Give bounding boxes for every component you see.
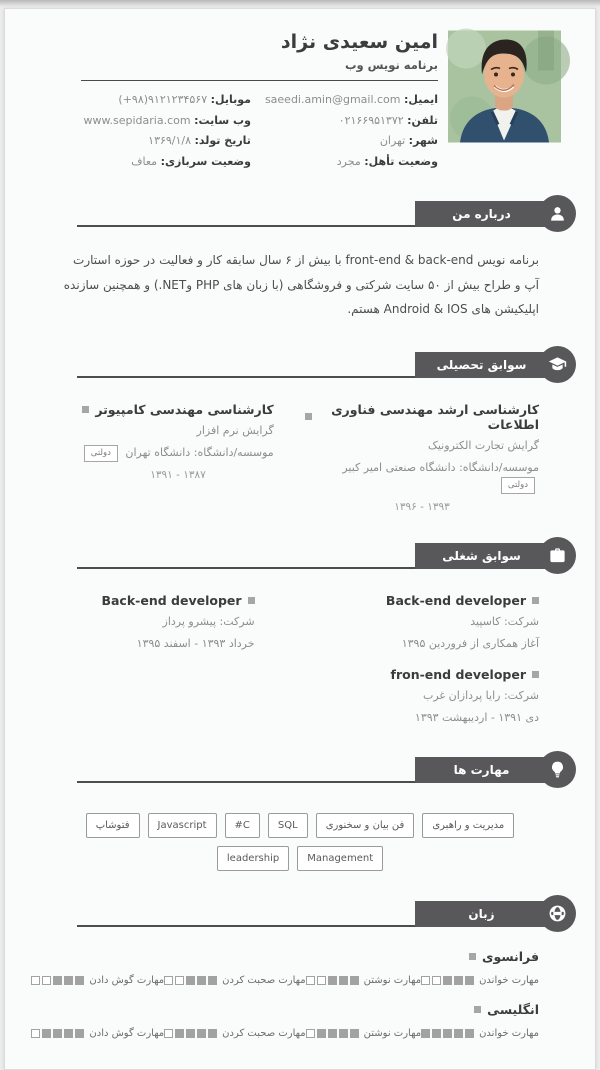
level-square-filled — [443, 1029, 452, 1038]
website-label: وب سایت: — [194, 113, 251, 127]
contact-military-status — [81, 152, 251, 172]
section-education-title: سوابق تحصیلی — [415, 352, 548, 378]
work-role — [386, 593, 539, 608]
section-skills-badge — [539, 751, 576, 788]
square-bullet-icon — [474, 1006, 481, 1013]
contact-grid — [81, 90, 438, 171]
language-name-text: فرانسوی — [482, 948, 539, 964]
company-line — [391, 688, 539, 705]
reading-skill — [421, 1028, 539, 1039]
skill-tag: SQL — [268, 813, 308, 838]
level-square-filled — [454, 976, 463, 985]
level-square-empty — [432, 976, 441, 985]
language-name — [61, 1002, 539, 1017]
skill-tag: فتوشاپ — [86, 813, 140, 838]
website-link[interactable]: www.sepidaria.com — [83, 113, 191, 127]
level-square-empty — [31, 1029, 40, 1038]
skill-label: مهارت خواندن — [479, 1027, 539, 1039]
level-square-empty — [317, 976, 326, 985]
section-languages-badge — [539, 895, 576, 932]
work-period: آغاز همکاری از فروردین ۱۳۹۵ — [401, 637, 539, 651]
skill-tag: مدیریت و راهبری — [422, 813, 514, 838]
section-work — [5, 537, 595, 727]
level-square-filled — [443, 976, 452, 985]
level-square-filled — [339, 976, 348, 985]
section-education-head — [5, 346, 595, 384]
military-status-label: وضعیت سربازی: — [160, 154, 251, 168]
role-text: Back-end developer — [101, 592, 242, 608]
section-education — [5, 346, 595, 513]
company-name: رایا پردازان غرب — [422, 688, 501, 702]
birthdate-label: تاریخ تولد: — [194, 134, 251, 147]
city-label: شهر: — [408, 134, 438, 147]
skill-label: مهارت خواندن — [479, 974, 539, 986]
language-name — [61, 949, 539, 964]
role-text: fron-end developer — [390, 666, 526, 682]
speaking-skill — [164, 975, 305, 986]
work-role — [391, 667, 539, 682]
level-square-filled — [421, 1029, 430, 1038]
level-squares — [31, 976, 84, 985]
work-entry — [101, 593, 254, 653]
work-column-right — [305, 593, 539, 727]
level-square-filled — [75, 1029, 84, 1038]
level-squares — [421, 1029, 474, 1038]
level-squares — [31, 1029, 84, 1038]
contact-city — [265, 131, 438, 151]
degree-title — [305, 402, 539, 432]
level-square-filled — [175, 1029, 184, 1038]
level-square-filled — [339, 1029, 348, 1038]
phone-value: ۰۲۱۶۶۹۵۱۳۷۲ — [338, 113, 404, 127]
work-body — [5, 593, 595, 727]
company-line — [101, 614, 254, 631]
contact-website — [81, 111, 251, 131]
level-square-empty — [175, 976, 184, 985]
header-divider — [81, 80, 438, 81]
military-status-value: معاف — [131, 154, 158, 168]
skill-label: مهارت گوش دادن — [89, 974, 165, 986]
square-bullet-icon — [532, 597, 539, 604]
work-entry — [391, 667, 539, 727]
square-bullet-icon — [248, 597, 255, 604]
section-education-badge — [539, 346, 576, 383]
level-square-empty — [421, 976, 430, 985]
marital-status-label: وضعیت تأهل: — [364, 154, 438, 168]
mobile-label: موبایل: — [210, 93, 251, 106]
section-underline — [77, 925, 415, 927]
language-french — [61, 949, 539, 986]
level-square-empty — [164, 976, 173, 985]
square-bullet-icon — [305, 413, 312, 420]
level-square-filled — [53, 976, 62, 985]
section-underline — [77, 225, 415, 227]
level-square-empty — [42, 976, 51, 985]
level-square-filled — [465, 1029, 474, 1038]
language-name-text: انگلیسی — [487, 1001, 539, 1017]
section-work-badge — [539, 537, 576, 574]
level-squares — [306, 976, 359, 985]
level-square-filled — [64, 1029, 73, 1038]
institution-type-badge: دولتی — [501, 477, 535, 494]
work-period: دی ۱۳۹۱ - اردیبهشت ۱۳۹۳ — [414, 711, 539, 725]
lightbulb-icon — [548, 760, 567, 779]
institution-line — [305, 460, 539, 493]
language-english — [61, 1002, 539, 1039]
degree-title — [82, 402, 273, 417]
section-about-head — [5, 195, 595, 233]
language-skill-row — [61, 1028, 539, 1039]
level-square-filled — [53, 1029, 62, 1038]
reading-skill — [421, 975, 539, 986]
institution-label: موسسه/دانشگاه: — [193, 446, 274, 460]
work-column-left — [61, 593, 295, 727]
section-underline — [77, 376, 415, 378]
degree-text: کارشناسی مهندسی کامپیوتر — [95, 401, 274, 417]
level-square-filled — [465, 976, 474, 985]
level-squares — [164, 1029, 217, 1038]
company-name: پیشرو پرداز — [162, 614, 217, 628]
section-underline — [77, 781, 415, 783]
contact-phone — [265, 111, 438, 131]
skill-label: مهارت نوشتن — [363, 1027, 422, 1039]
briefcase-icon — [548, 546, 567, 565]
level-squares — [306, 1029, 359, 1038]
job-title: برنامه نویس وب — [344, 58, 438, 72]
work-role — [101, 593, 254, 608]
skill-tag: C# — [225, 813, 260, 838]
contact-mobile — [81, 90, 251, 110]
degree-major: گرایش تجارت الکترونیک — [427, 438, 539, 452]
contact-marital-status — [265, 152, 438, 172]
city-value: تهران — [379, 134, 406, 147]
level-square-filled — [328, 1029, 337, 1038]
level-square-empty — [164, 1029, 173, 1038]
work-period: خرداد ۱۳۹۳ - اسفند ۱۳۹۵ — [136, 637, 255, 651]
section-about — [5, 195, 595, 322]
about-body — [5, 248, 595, 322]
institution-type-badge: دولتی — [84, 445, 118, 462]
languages-body — [5, 949, 595, 1039]
level-square-filled — [328, 976, 337, 985]
company-label: شرکت: — [503, 688, 539, 702]
level-square-empty — [31, 976, 40, 985]
square-bullet-icon — [532, 671, 539, 678]
email-label: ایمیل: — [404, 93, 438, 106]
level-square-filled — [350, 976, 359, 985]
education-body — [5, 402, 595, 513]
section-work-head — [5, 537, 595, 575]
skill-tags — [5, 813, 595, 871]
level-squares — [164, 976, 217, 985]
degree-major: گرایش نرم افزار — [196, 423, 274, 437]
level-square-filled — [317, 1029, 326, 1038]
skill-label: مهارت نوشتن — [363, 974, 422, 986]
level-square-empty — [306, 976, 315, 985]
level-square-filled — [208, 976, 217, 985]
section-skills-title: مهارت ها — [415, 757, 548, 783]
person-icon — [548, 204, 567, 223]
email-link[interactable]: saeedi.amin@gmail.com — [264, 93, 401, 106]
section-languages-title: زبان — [415, 901, 548, 927]
level-square-filled — [186, 976, 195, 985]
resume-card — [4, 8, 596, 1070]
phone-label: تلفن: — [407, 113, 438, 127]
skill-tag: leadership — [217, 846, 289, 871]
mobile-value: (+۹۸)۹۱۲۱۲۳۴۵۶۷ — [118, 93, 208, 106]
section-about-badge — [539, 195, 576, 232]
listening-skill — [31, 975, 164, 986]
marital-status-value: مجرد — [336, 154, 361, 168]
skill-tag: Management — [297, 846, 383, 871]
square-bullet-icon — [82, 406, 89, 413]
education-period: ۱۳۸۷ - ۱۳۹۱ — [150, 469, 206, 482]
level-square-filled — [208, 1029, 217, 1038]
company-line — [386, 614, 539, 631]
square-bullet-icon — [469, 953, 476, 960]
graduation-cap-icon — [548, 355, 567, 374]
degree-text: کارشناسی ارشد مهندسی فناوری اطلاعات — [331, 401, 539, 432]
header — [5, 23, 595, 171]
level-square-filled — [197, 976, 206, 985]
skill-tag: فن بیان و سخنوری — [316, 813, 415, 838]
globe-icon — [548, 904, 567, 923]
section-skills-head — [5, 751, 595, 789]
skill-tag: Javascript — [148, 813, 217, 838]
section-skills — [5, 751, 595, 871]
level-square-filled — [454, 1029, 463, 1038]
level-square-filled — [42, 1029, 51, 1038]
institution-name: دانشگاه تهران — [125, 446, 191, 460]
institution-line — [82, 445, 273, 462]
company-label: شرکت: — [503, 614, 539, 628]
level-square-filled — [432, 1029, 441, 1038]
writing-skill — [306, 975, 421, 986]
contact-email — [265, 90, 438, 110]
writing-skill — [306, 1028, 421, 1039]
section-languages-head — [5, 895, 595, 933]
level-square-empty — [306, 1029, 315, 1038]
profile-photo — [448, 31, 561, 142]
institution-name: دانشگاه صنعتی امیر کبیر — [342, 461, 456, 475]
section-underline — [77, 567, 415, 569]
company-label: شرکت: — [219, 614, 255, 628]
top-shadow — [0, 0, 600, 7]
speaking-skill — [164, 1028, 305, 1039]
section-about-title: درباره من — [415, 201, 548, 227]
institution-label: موسسه/دانشگاه: — [459, 461, 539, 475]
education-entry-masters — [305, 402, 539, 513]
listening-skill — [31, 1028, 164, 1039]
contact-birthdate — [81, 131, 251, 151]
education-entry-bachelors — [61, 402, 295, 513]
level-square-filled — [197, 1029, 206, 1038]
about-text: برنامه نویس front-end & back-end با بیش از ۶ سال سابقه کار و فعالیت در حوزه استارت آپ و طراح بیش از ۵۰ سایت شرکتی و فروشگاهی (با زبان های PHP وNET.) و همچنین سازنده اپلیکیشن های Android & IOS هستم. — [63, 253, 539, 317]
skill-label: مهارت گوش دادن — [89, 1027, 165, 1039]
person-name: امین سعیدی نژاد — [280, 31, 438, 53]
header-main — [39, 31, 448, 171]
education-period: ۱۳۹۳ - ۱۳۹۶ — [394, 500, 450, 513]
section-work-title: سوابق شغلی — [415, 543, 548, 569]
level-square-filled — [64, 976, 73, 985]
work-entry — [386, 593, 539, 653]
skill-label: مهارت صحبت کردن — [222, 1027, 306, 1039]
company-name: کاسپید — [470, 614, 501, 628]
skill-label: مهارت صحبت کردن — [222, 974, 306, 986]
role-text: Back-end developer — [385, 592, 526, 608]
section-languages — [5, 895, 595, 1039]
birthdate-value: ۱۳۶۹/۱/۸ — [148, 134, 192, 147]
profile-photo-image — [448, 31, 561, 142]
language-skill-row — [61, 975, 539, 986]
level-square-filled — [186, 1029, 195, 1038]
level-square-filled — [75, 976, 84, 985]
level-squares — [421, 976, 474, 985]
level-square-filled — [350, 1029, 359, 1038]
